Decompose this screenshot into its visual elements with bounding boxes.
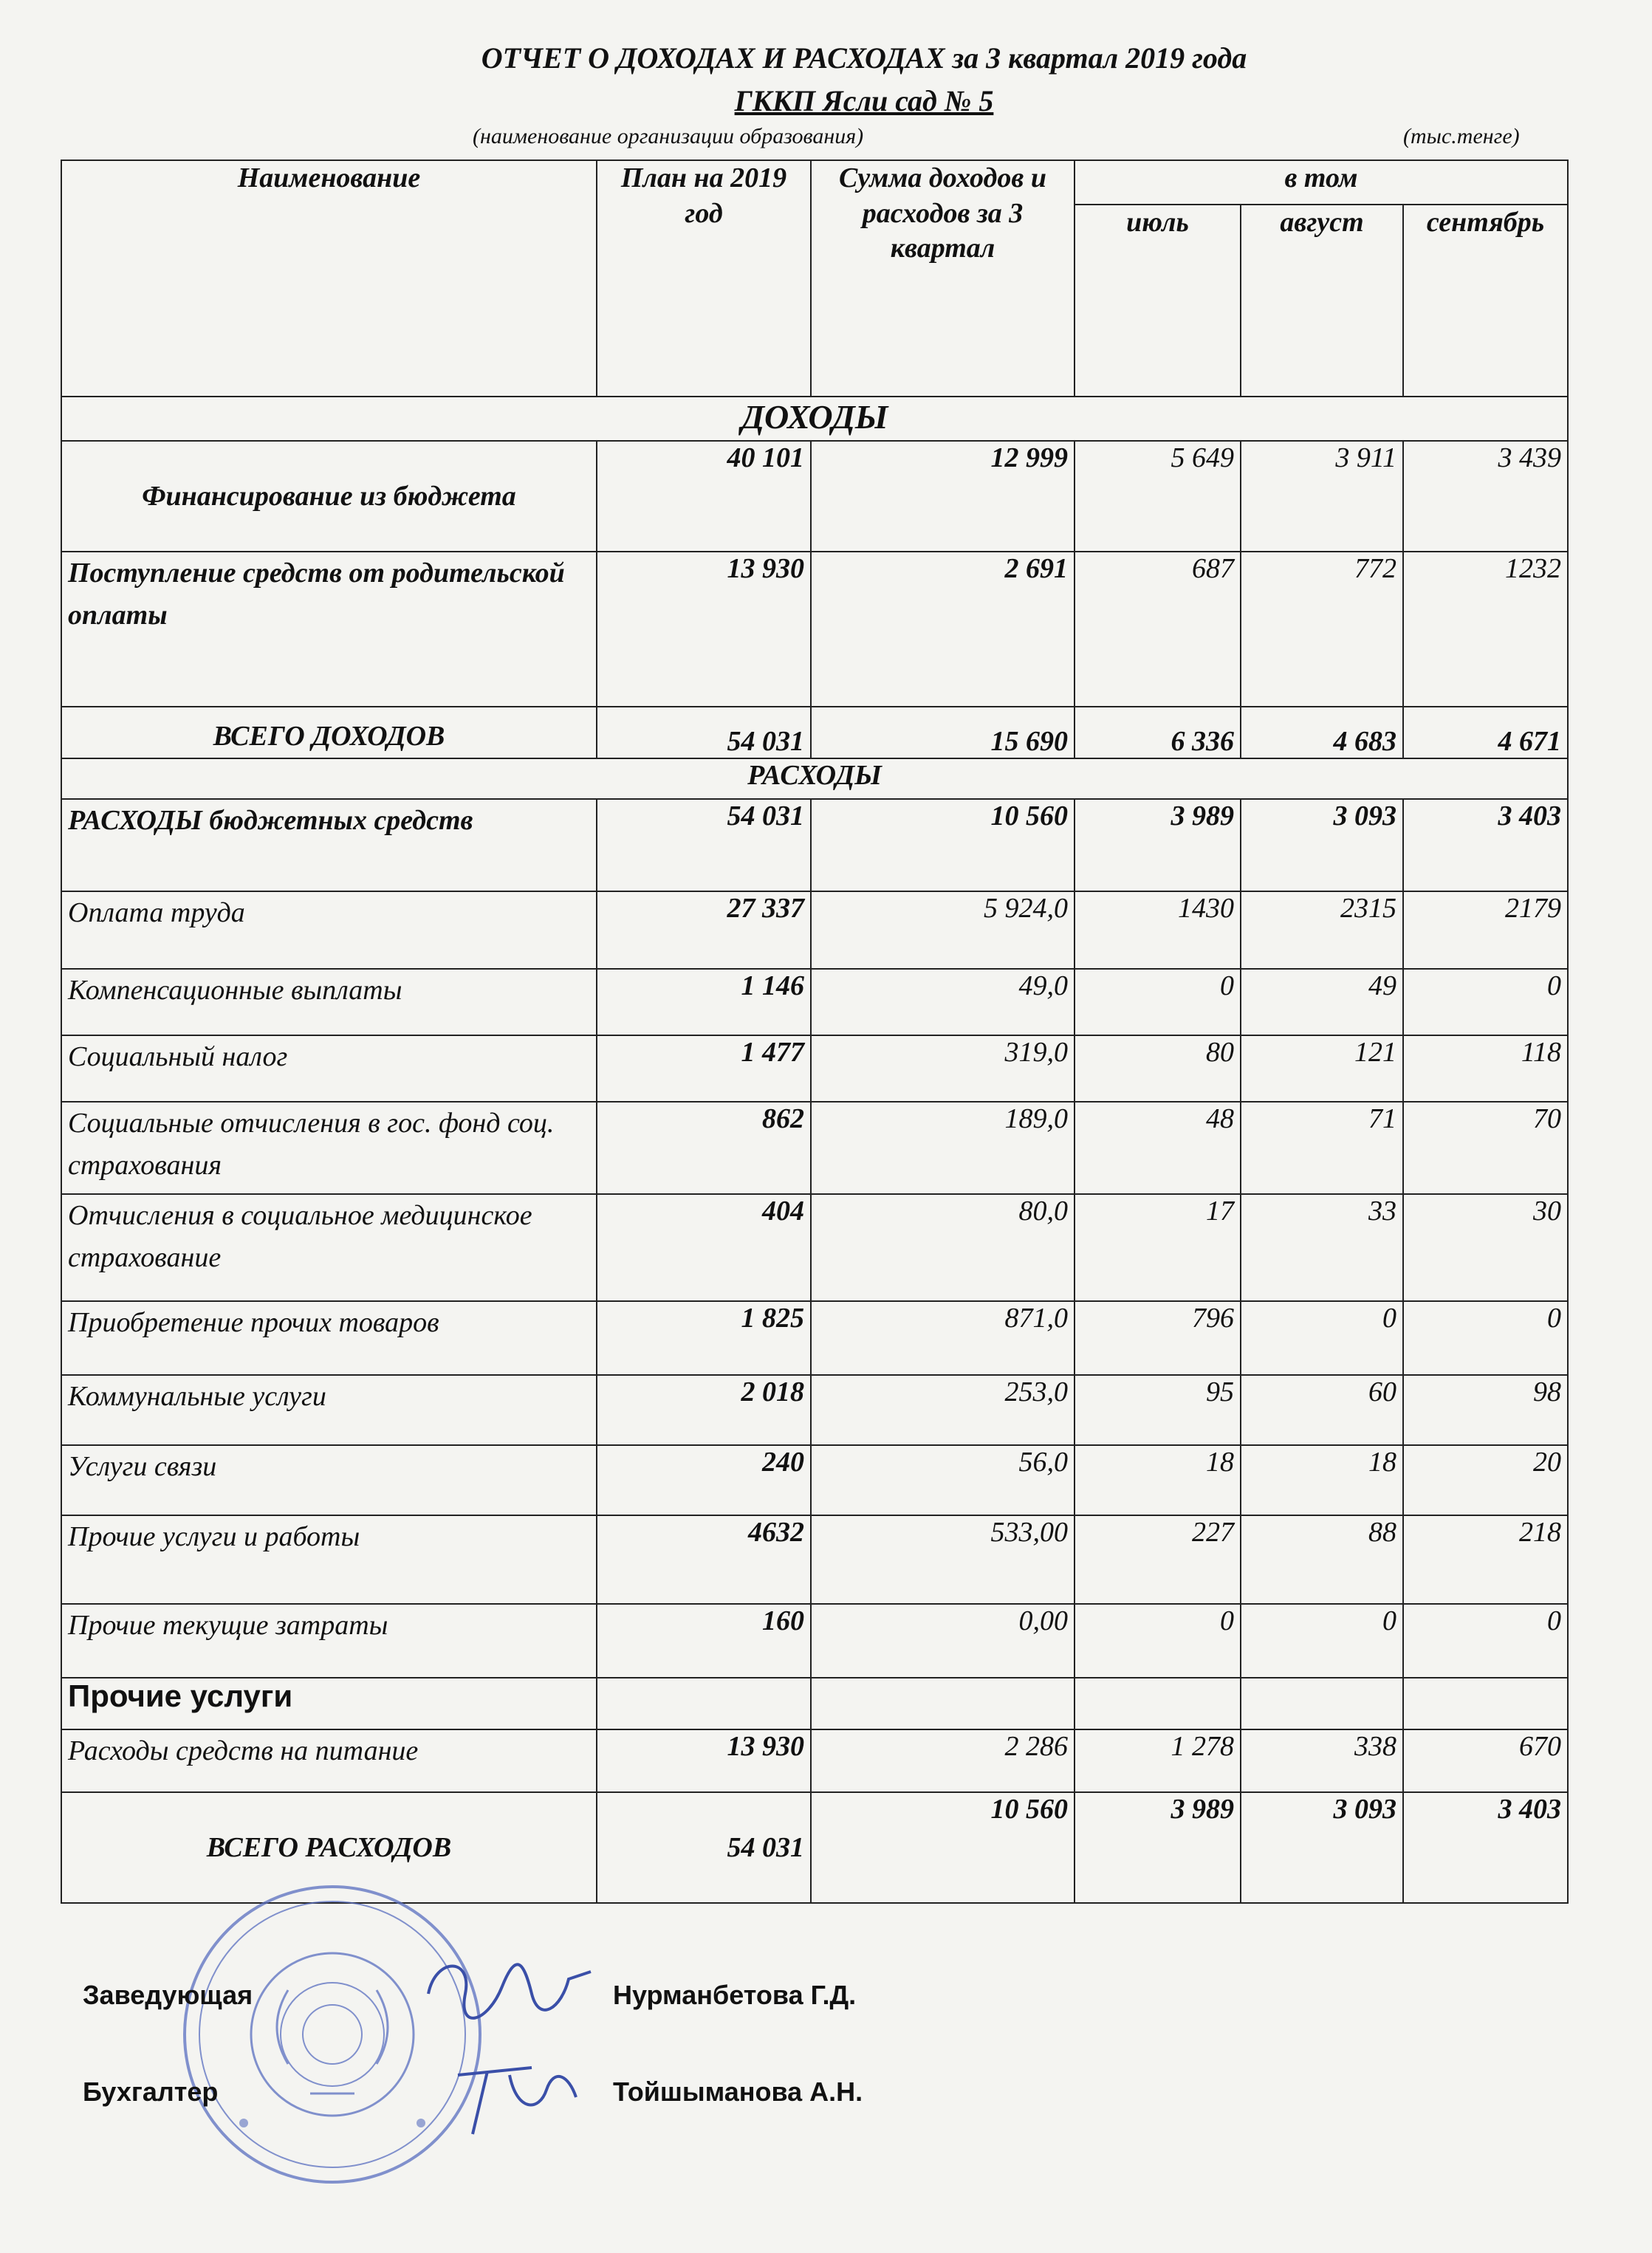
table-row — [61, 1035, 1568, 1102]
row-name: Финансирование из бюджета — [61, 441, 597, 552]
cell-august: 772 — [1241, 552, 1403, 707]
cell-plan: 40 101 — [597, 441, 811, 552]
expense-section-title: РАСХОДЫ — [61, 758, 1568, 799]
cell-plan: 27 337 — [597, 891, 811, 969]
cell-plan: 1 477 — [597, 1035, 811, 1102]
row-name: Прочие услуги и работы — [61, 1515, 597, 1604]
cell-august: 3 911 — [1241, 441, 1403, 552]
row-name: Прочие текущие затраты — [61, 1604, 597, 1678]
cell-july: 3 989 — [1075, 1792, 1241, 1903]
table-row — [61, 1375, 1568, 1445]
cell-august: 33 — [1241, 1194, 1403, 1301]
table-row — [61, 1604, 1568, 1678]
cell-august: 121 — [1241, 1035, 1403, 1102]
cell-september: 30 — [1403, 1194, 1568, 1301]
row-name: ВСЕГО ДОХОДОВ — [61, 707, 597, 758]
cell-september: 20 — [1403, 1445, 1568, 1515]
cell-september: 670 — [1403, 1729, 1568, 1792]
table-row — [61, 1515, 1568, 1604]
cell-sum: 80,0 — [811, 1194, 1075, 1301]
income-section-title: ДОХОДЫ — [61, 397, 1568, 441]
cell-sum: 12 999 — [811, 441, 1075, 552]
cell-plan: 1 146 — [597, 969, 811, 1035]
cell-sum: 533,00 — [811, 1515, 1075, 1604]
official-stamp — [177, 1879, 487, 2189]
row-name: Компенсационные выплаты — [61, 969, 597, 1035]
cell-september: 2179 — [1403, 891, 1568, 969]
cell-september: 218 — [1403, 1515, 1568, 1604]
table-row — [61, 441, 1568, 552]
accountant-signature — [443, 2045, 591, 2149]
header-plan: План на 2019 год — [597, 160, 811, 397]
cell-sum: 10 560 — [811, 1792, 1075, 1903]
row-name: Оплата труда — [61, 891, 597, 969]
cell-august: 49 — [1241, 969, 1403, 1035]
cell-july: 687 — [1075, 552, 1241, 707]
accountant-name: Тойшыманова А.Н. — [613, 2077, 863, 2107]
cell-july: 48 — [1075, 1102, 1241, 1194]
row-name: Услуги связи — [61, 1445, 597, 1515]
other-services-title: Прочие услуги — [61, 1678, 597, 1729]
table-row — [61, 969, 1568, 1035]
table-row — [61, 1729, 1568, 1792]
cell-sum: 0,00 — [811, 1604, 1075, 1678]
head-name: Нурманбетова Г.Д. — [613, 1980, 857, 2010]
row-name: Расходы средств на питание — [61, 1729, 597, 1792]
cell-september: 1232 — [1403, 552, 1568, 707]
cell-august: 60 — [1241, 1375, 1403, 1445]
row-name: Коммунальные услуги — [61, 1375, 597, 1445]
cell-july: 1 278 — [1075, 1729, 1241, 1792]
row-name: Отчисления в социальное медицинское страхование — [61, 1194, 597, 1301]
cell-september: 4 671 — [1403, 707, 1568, 758]
cell-plan: 13 930 — [597, 552, 811, 707]
table-row — [61, 1194, 1568, 1301]
cell-plan: 1 825 — [597, 1301, 811, 1375]
table-row — [61, 1301, 1568, 1375]
cell-august: 0 — [1241, 1604, 1403, 1678]
cell-july: 80 — [1075, 1035, 1241, 1102]
cell-sum: 5 924,0 — [811, 891, 1075, 969]
cell-sum: 15 690 — [811, 707, 1075, 758]
cell-sum: 319,0 — [811, 1035, 1075, 1102]
cell-july: 227 — [1075, 1515, 1241, 1604]
table-row — [61, 1445, 1568, 1515]
cell-september: 0 — [1403, 969, 1568, 1035]
header-september: сентябрь — [1403, 205, 1568, 397]
cell-september: 0 — [1403, 1301, 1568, 1375]
header-including: в том — [1075, 160, 1568, 205]
cell-july: 1430 — [1075, 891, 1241, 969]
cell-july: 796 — [1075, 1301, 1241, 1375]
cell-plan: 160 — [597, 1604, 811, 1678]
cell-july: 6 336 — [1075, 707, 1241, 758]
table-row — [61, 552, 1568, 707]
cell-plan: 4632 — [597, 1515, 811, 1604]
row-name: Социальный налог — [61, 1035, 597, 1102]
cell-september: 3 403 — [1403, 799, 1568, 891]
table-row — [61, 891, 1568, 969]
cell-september: 3 439 — [1403, 441, 1568, 552]
cell-august: 4 683 — [1241, 707, 1403, 758]
cell-sum: 2 286 — [811, 1729, 1075, 1792]
cell-september: 3 403 — [1403, 1792, 1568, 1903]
cell-july: 17 — [1075, 1194, 1241, 1301]
cell-sum: 10 560 — [811, 799, 1075, 891]
cell-plan: 13 930 — [597, 1729, 811, 1792]
cell-plan: 54 031 — [597, 707, 811, 758]
cell-plan: 2 018 — [597, 1375, 811, 1445]
cell-august: 2315 — [1241, 891, 1403, 969]
cell-august: 71 — [1241, 1102, 1403, 1194]
expense-budget-row — [61, 799, 1568, 891]
cell-august: 338 — [1241, 1729, 1403, 1792]
cell-august: 18 — [1241, 1445, 1403, 1515]
cell-august: 0 — [1241, 1301, 1403, 1375]
cell-september: 98 — [1403, 1375, 1568, 1445]
income-total-row — [61, 707, 1568, 758]
cell-july: 0 — [1075, 969, 1241, 1035]
cell-july: 5 649 — [1075, 441, 1241, 552]
head-role: Заведующая — [83, 1980, 253, 2010]
cell-sum: 56,0 — [811, 1445, 1075, 1515]
cell-september: 0 — [1403, 1604, 1568, 1678]
table-row — [61, 1102, 1568, 1194]
cell-sum: 253,0 — [811, 1375, 1075, 1445]
cell-july: 3 989 — [1075, 799, 1241, 891]
cell-plan: 54 031 — [597, 799, 811, 891]
organization-name: ГККП Ясли сад № 5 — [734, 84, 994, 117]
cell-plan: 862 — [597, 1102, 811, 1194]
cell-plan: 54 031 — [597, 1792, 811, 1903]
cell-july: 95 — [1075, 1375, 1241, 1445]
accountant-role: Бухгалтер — [83, 2077, 219, 2107]
cell-august: 3 093 — [1241, 799, 1403, 891]
cell-plan: 240 — [597, 1445, 811, 1515]
cell-july: 18 — [1075, 1445, 1241, 1515]
income-expense-table — [61, 160, 1569, 1904]
cell-sum: 189,0 — [811, 1102, 1075, 1194]
row-name: ВСЕГО РАСХОДОВ — [61, 1792, 597, 1903]
report-title: ОТЧЕТ О ДОХОДАХ И РАСХОДАХ за 3 квартал 2019 года — [481, 41, 1247, 75]
row-name: РАСХОДЫ бюджетных средств — [61, 799, 597, 891]
header-july: июль — [1075, 205, 1241, 397]
cell-sum: 2 691 — [811, 552, 1075, 707]
cell-plan: 404 — [597, 1194, 811, 1301]
header-august: август — [1241, 205, 1403, 397]
header-name: Наименование — [61, 160, 597, 397]
organization-caption: (наименование организации образования) — [473, 124, 864, 148]
row-name: Приобретение прочих товаров — [61, 1301, 597, 1375]
cell-august: 88 — [1241, 1515, 1403, 1604]
row-name: Поступление средств от родительской оплаты — [61, 552, 597, 707]
head-signature — [414, 1942, 606, 2031]
cell-september: 118 — [1403, 1035, 1568, 1102]
header-sum: Сумма доходов и расходов за 3 квартал — [811, 160, 1075, 397]
cell-september: 70 — [1403, 1102, 1568, 1194]
cell-sum: 871,0 — [811, 1301, 1075, 1375]
row-name: Социальные отчисления в гос. фонд соц. страхования — [61, 1102, 597, 1194]
cell-august: 3 093 — [1241, 1792, 1403, 1903]
other-services-row — [61, 1678, 1568, 1729]
units-caption: (тыс.тенге) — [1403, 124, 1520, 148]
cell-sum: 49,0 — [811, 969, 1075, 1035]
cell-july: 0 — [1075, 1604, 1241, 1678]
